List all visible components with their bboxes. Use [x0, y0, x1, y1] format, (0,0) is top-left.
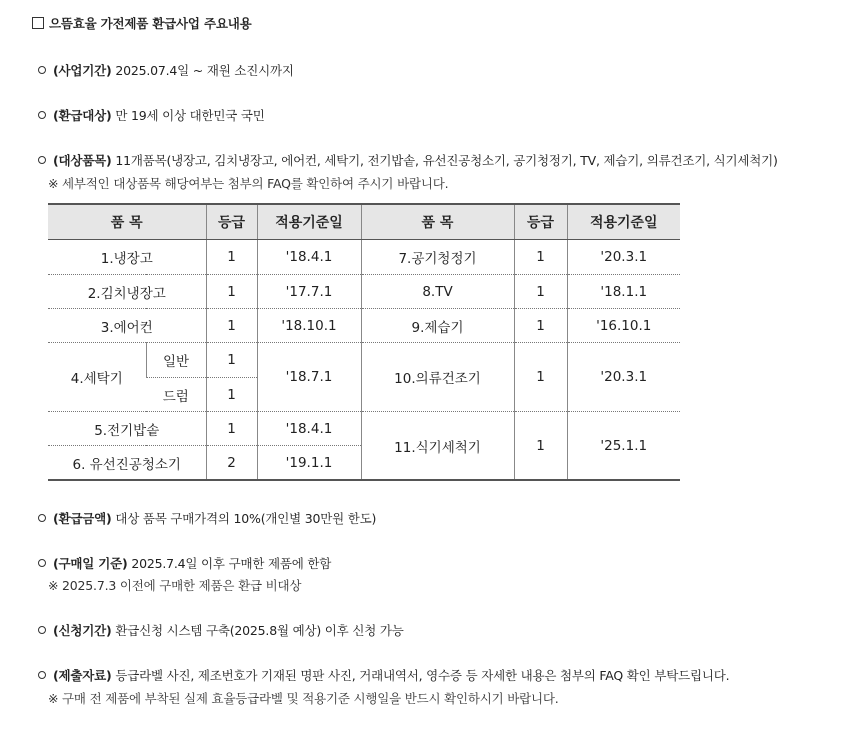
docs-line: (제출자료) 등급라벨 사진, 제조번호가 기재된 명판 사진, 거래내역서, 영수증 등 자세한 내용은 첨부의 FAQ 확인 부탁드립니다. — [38, 666, 729, 684]
circle-bullet-icon — [38, 559, 46, 567]
circle-bullet-icon — [38, 671, 46, 679]
purchase-note: ※ 2025.7.3 이전에 구매한 제품은 환급 비대상 — [48, 578, 302, 593]
page-title: 으뜸효율 가전제품 환급사업 주요내용 — [32, 14, 251, 32]
circle-bullet-icon — [38, 514, 46, 522]
apply-line: (신청기간) 환급신청 시스템 구축(2025.8월 예상) 이후 신청 가능 — [38, 621, 404, 639]
header-date-2: 적용기준일 — [567, 204, 680, 240]
circle-bullet-icon — [38, 626, 46, 634]
circle-bullet-icon — [38, 111, 46, 119]
table-row: 1.냉장고 1 '18.4.1 7.공기청정기 1 '20.3.1 — [48, 240, 680, 275]
period-line: (사업기간) 2025.07.4일 ~ 재원 소진시까지 — [38, 61, 294, 79]
header-grade-2: 등급 — [514, 204, 567, 240]
table-row: 2.김치냉장고 1 '17.7.1 8.TV 1 '18.1.1 — [48, 275, 680, 309]
circle-bullet-icon — [38, 156, 46, 164]
table-row: 3.에어컨 1 '18.10.1 9.제습기 1 '16.10.1 — [48, 309, 680, 343]
checkbox-square-icon — [32, 17, 44, 29]
table-row: 5.전기밥솥 1 '18.4.1 11.식기세척기 1 '25.1.1 — [48, 412, 680, 446]
target-line: (환급대상) 만 19세 이상 대한민국 국민 — [38, 106, 265, 124]
items-table — [48, 203, 680, 481]
circle-bullet-icon — [38, 66, 46, 74]
table-row: 6. 유선진공청소기 2 '19.1.1 — [48, 446, 680, 481]
items-line: (대상품목) 11개품목(냉장고, 김치냉장고, 에어컨, 세탁기, 전기밥솥, 유선진공청소기, 공기청정기, TV, 제습기, 의류건조기, 식기세척기) — [38, 151, 778, 169]
table-row: 드럼 1 — [48, 378, 680, 412]
items-note: ※ 세부적인 대상품목 해당여부는 첨부의 FAQ를 확인하여 주시기 바랍니다. — [48, 176, 449, 191]
table-header-row — [48, 204, 680, 240]
header-grade: 등급 — [206, 204, 257, 240]
header-item-2: 품 목 — [361, 204, 514, 240]
docs-note: ※ 구매 전 제품에 부착된 실제 효율등급라벨 및 적용기준 시행일을 반드시 확인하시기 바랍니다. — [48, 691, 559, 706]
header-date: 적용기준일 — [257, 204, 361, 240]
table-row: 4.세탁기 일반 1 '18.7.1 10.의류건조기 1 '20.3.1 — [48, 343, 680, 378]
header-item: 품 목 — [48, 204, 206, 240]
purchase-line: (구매일 기준) 2025.7.4일 이후 구매한 제품에 한함 — [38, 554, 331, 572]
amount-line: (환급금액) 대상 품목 구매가격의 10%(개인별 30만원 한도) — [38, 509, 376, 527]
